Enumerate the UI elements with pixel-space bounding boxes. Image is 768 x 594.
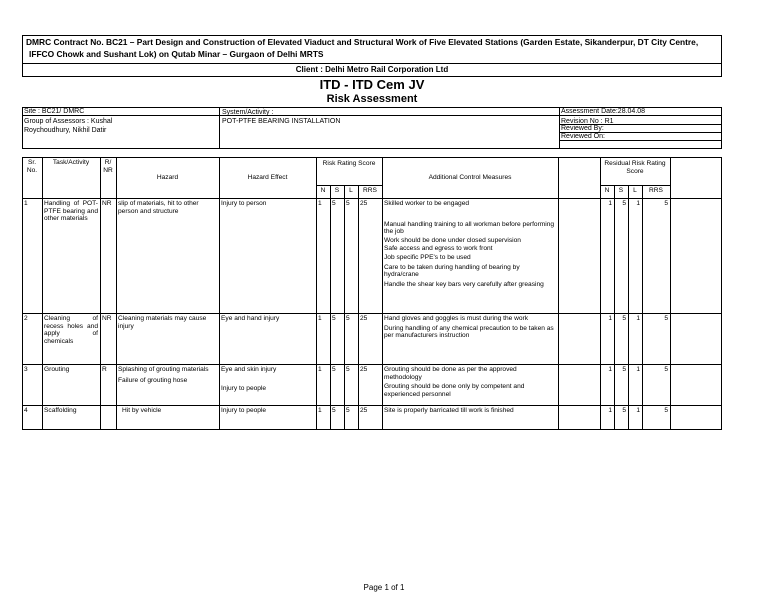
row-n: 1 xyxy=(318,315,322,322)
row-res-rrs: 5 xyxy=(664,407,668,414)
contract-line-1: DMRC Contract No. BC21 – Part Design and Construction of Elevated Viaduct and Structural Work of Five Elevated Stations (Garden Estate, Sikanderpur, DT City Centre, xyxy=(26,37,699,47)
col-header-measures: Additional Control Measures xyxy=(428,174,512,181)
row-res-n: 1 xyxy=(608,366,612,373)
activity-name: POT-PTFE BEARING INSTALLATION xyxy=(222,118,341,125)
row-res-l: 1 xyxy=(636,315,640,322)
subheader-line xyxy=(600,185,670,186)
row-res-l: 1 xyxy=(636,407,640,414)
row-hazard xyxy=(118,366,214,384)
row-res-n: 1 xyxy=(608,200,612,207)
row-task: Grouting xyxy=(44,366,70,373)
row-n: 1 xyxy=(318,200,322,207)
measure-item: Manual handling training to all workman before performing the job xyxy=(384,220,555,236)
col-header-residual: Residual Risk Rating Score xyxy=(604,160,666,175)
col-header-res-l: L xyxy=(633,187,637,194)
contract-line-2: IFFCO Chowk and Sushant Lok) on Qutab Minar – Gurgaon of Delhi MRTS xyxy=(29,48,324,59)
system-activity-label: System/Activity : xyxy=(222,109,274,116)
col-line xyxy=(614,185,615,430)
row-hazard: Cleaning materials may cause injury xyxy=(118,315,207,330)
row-task: Scaffolding xyxy=(44,407,77,414)
row-rrs: 25 xyxy=(360,366,368,373)
row-s: 5 xyxy=(332,200,336,207)
row-effect: Injury to people xyxy=(221,407,267,414)
info-col-divider-1 xyxy=(219,107,220,149)
effect-item: Injury to people xyxy=(221,384,267,392)
measure-item: Safe access and egress to work front xyxy=(384,245,493,253)
row-s: 5 xyxy=(332,407,336,414)
row-sr: 1 xyxy=(24,200,28,207)
col-header-hazard: Hazard xyxy=(156,174,179,181)
reviewed-on: Reviewed On: xyxy=(561,133,605,140)
col-header-l: L xyxy=(349,187,353,194)
row-l: 5 xyxy=(346,315,350,322)
company-name: ITD - ITD Cem JV xyxy=(319,77,425,92)
assessors-group xyxy=(24,117,112,135)
row-res-rrs: 5 xyxy=(664,200,668,207)
row-rnr: NR xyxy=(102,315,112,322)
site-label: Site : BC21/ DMRC xyxy=(24,108,85,115)
row-effect: Injury to person xyxy=(221,200,267,207)
row-res-rrs: 5 xyxy=(664,366,668,373)
row-rnr: NR xyxy=(102,200,112,207)
hazard-item: Failure of grouting hose xyxy=(118,376,188,384)
row-l: 5 xyxy=(346,407,350,414)
info-col-divider-2 xyxy=(559,107,560,149)
col-header-rrs: RRS xyxy=(363,187,377,194)
row-res-s: 5 xyxy=(622,407,626,414)
row-measures xyxy=(384,200,556,288)
row-line xyxy=(22,405,722,406)
row-line xyxy=(22,198,722,199)
row-measures xyxy=(384,407,556,415)
row-rrs: 25 xyxy=(360,407,368,414)
row-res-s: 5 xyxy=(622,315,626,322)
col-header-sr: Sr. No. xyxy=(26,159,38,174)
row-n: 1 xyxy=(318,407,322,414)
contract-header xyxy=(26,37,720,60)
row-rrs: 25 xyxy=(360,200,368,207)
measure-item: Hand gloves and goggles is must during the work xyxy=(384,315,529,322)
measure-item: Skilled worker to be engaged xyxy=(384,200,470,207)
row-rrs: 25 xyxy=(360,315,368,322)
document-title: Risk Assessment xyxy=(326,93,418,105)
assessors-line-2: Roychoudhury, Nikhil Datir xyxy=(24,127,107,134)
col-header-effect: Hazard Effect xyxy=(247,174,288,181)
row-s: 5 xyxy=(332,315,336,322)
col-line xyxy=(358,185,359,430)
col-line xyxy=(330,185,331,430)
col-line xyxy=(344,185,345,430)
row-hazard: slip of materials, hit to other person and structure xyxy=(118,200,199,215)
row-l: 5 xyxy=(346,366,350,373)
col-header-res-n: N xyxy=(604,187,610,194)
row-task: Handling of POT-PTFE bearing and other materials xyxy=(44,200,98,223)
hazard-item: Splashing of grouting materials xyxy=(118,366,209,373)
row-sr: 2 xyxy=(24,315,28,322)
assessors-line-1: Group of Assessors : Kushal xyxy=(24,118,113,125)
measure-item: Handle the shear key bars very carefully after greasing xyxy=(384,280,544,288)
col-header-s: S xyxy=(334,187,340,194)
subheader-line xyxy=(316,185,382,186)
col-header-rnr: R/ NR xyxy=(103,159,113,174)
row-line xyxy=(22,313,722,314)
col-header-risk-rating: Risk Rating Score xyxy=(322,160,376,167)
col-header-n: N xyxy=(320,187,326,194)
row-n: 1 xyxy=(318,366,322,373)
row-res-s: 5 xyxy=(622,366,626,373)
row-sr: 3 xyxy=(24,366,28,373)
row-line xyxy=(22,364,722,365)
row-effect: Eye and hand injury xyxy=(221,315,280,322)
row-hazard: Hit by vehicle xyxy=(122,407,162,414)
row-task: Cleaning of recess holes and apply of chemicals xyxy=(44,315,98,345)
row-s: 5 xyxy=(332,366,336,373)
measure-item: Work should be done under closed supervision xyxy=(384,236,521,244)
col-line xyxy=(628,185,629,430)
row-effect xyxy=(221,366,315,392)
row-measures xyxy=(384,366,556,398)
row-res-s: 5 xyxy=(622,200,626,207)
measure-item: During handling of any chemical precaution to be taken as per manufacturers instruction xyxy=(384,324,554,340)
measure-item: Job specific PPE's to be used xyxy=(384,253,471,261)
row-rnr: R xyxy=(102,366,107,373)
col-line xyxy=(642,185,643,430)
measure-item: Grouting should be done as per the approved methodology xyxy=(384,366,517,381)
col-header-task: Task/Activity xyxy=(52,159,90,166)
reviewed-by: Reviewed By: xyxy=(561,125,604,132)
effect-item: Eye and skin injury xyxy=(221,366,277,373)
measure-item: Care to be taken during handling of bearing by hydra/crane xyxy=(384,263,520,279)
col-header-res-rrs: RRS xyxy=(649,187,663,194)
revision-no: Revision No : R1 xyxy=(561,118,614,125)
assessment-date: Assessment Date:28.04.08 xyxy=(561,108,646,115)
client-line: Client : Delhi Metro Rail Corporation Ltd xyxy=(22,64,722,77)
row-res-l: 1 xyxy=(636,366,640,373)
row-l: 5 xyxy=(346,200,350,207)
page-number: Page 1 of 1 xyxy=(363,583,405,592)
row-res-n: 1 xyxy=(608,407,612,414)
measure-item: Grouting should be done only by competent and experienced personnel xyxy=(384,383,525,398)
measure-item: Site is properly barricated till work is finished xyxy=(384,407,514,414)
row-measures xyxy=(384,315,556,340)
col-header-res-s: S xyxy=(618,187,624,194)
row-res-rrs: 5 xyxy=(664,315,668,322)
row-sr: 4 xyxy=(24,407,28,414)
row-res-l: 1 xyxy=(636,200,640,207)
row-res-n: 1 xyxy=(608,315,612,322)
